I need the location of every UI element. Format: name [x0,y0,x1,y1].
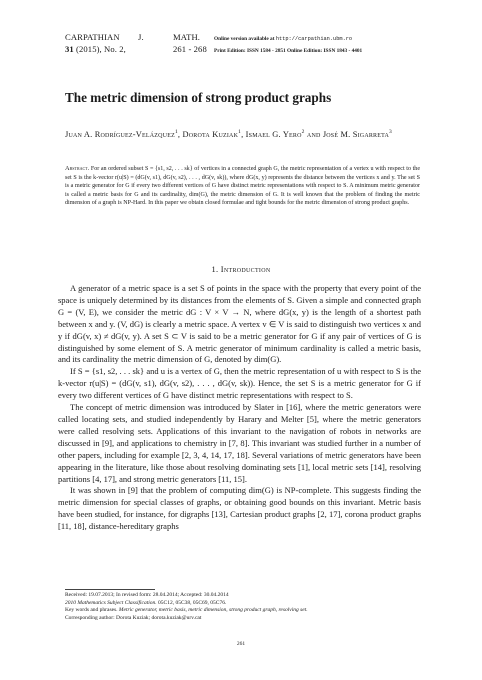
volume: 31 [65,44,74,54]
author-list: Juan A. Rodríguez-Velázquez$^1$, Dorota Kuziak$^1$, Ismael G. Yero$^2$ and José M. Sigarreta$^3$ [65,129,392,139]
online-url[interactable]: http://carpathian.ubm.ro [275,36,353,42]
print-edition: Print Edition: ISSN 1584 - 2851 Online Edition: ISSN 1843 - 4401 [214,48,363,54]
received-dates: Received: 19.07.2013; In revised form: 28.04.2014; Accepted: 30.04.2014 [65,592,229,598]
author-3: Ismael G. Yero [245,129,302,139]
page-range: 261 - 268 [173,44,207,54]
corresponding-label: Corresponding author: [65,615,115,622]
author-3-affil: 2 [301,129,305,135]
journal-j: J. [138,32,144,42]
author-4: José M. Sigarreta [322,129,390,139]
author-2-affil: 1 [238,129,242,135]
abstract [65,165,420,208]
keywords: Metric generator, metric basis, metric dimension, strong product graph, resolving set. [118,607,308,614]
paper-title: The metric dimension of strong product graphs [65,90,332,105]
footnotes [65,592,425,623]
author-1-affil: 1 [174,129,178,135]
journal-header [65,31,233,55]
body-text [58,283,421,533]
corresponding-author[interactable]: Dorota Kuziak; dorota.kuziak@urv.cat [116,615,202,622]
author-1: Juan A. Rodríguez-Velázquez [65,129,175,139]
paragraph: The concept of metric dimension was introduced by Slater in [16], where the metric generators were called locating sets, and studied independently by Harary and Melter [5], where the metric generators were called resolving sets. Applications of this invariant to the navigation of robots in networks are discussed in [9], and applications to chemistry in [7, 8]. This invariant was studied further in a number of other papers, including for example [2, 3, 4, 14, 17, 18]. Several variations of metric generators have been appearing in the literature, like those about resolving dominating sets [1], local metric sets [14], resolving partitions [4, 17], and strong metric generators [11, 15]. [58,402,421,484]
paragraph: If S = {s1, s2, . . . sk} and u is a vertex of G, then the metric representation of u with respect to S is the k-vector r(u|S) = (dG(v, s1), dG(v, s2), . . . , dG(v, sk)). Hence, the set S is a metric generator for G if every two different vertices of G have distinct metric representations with respect to S. [58,366,421,401]
msc-label: 2010 Mathematics Subject Classification. [65,599,157,606]
page-number: 261 [236,641,246,647]
footnote-rule [65,589,155,590]
paragraph: It was shown in [9] that the problem of computing dim(G) is NP-complete. This suggests finding the metric dimension for special classes of graphs, or obtaining good bounds on this invariant. Metric basis have been studied, for instance, for digraphs [13], Cartesian product graphs [2, 17], corona product graphs [11, 18], distance-hereditary graphs [58,485,421,532]
online-label: Online version available at [214,36,275,42]
year-issue: (2015), No. 2, [76,44,126,54]
section-heading: 1. Introduction [211,265,271,274]
paragraph: A generator of a metric space is a set S of points in the space with the property that every point of the space is uniquely determined by its distances from the elements of S. Given a simple and connected graph G = (V, E), we consider the metric dG : V × V → N, where dG(x, y) is the length of a shortest path between x and y. (V, dG) is clearly a metric space. A vertex v ∈ V is said to distinguish two vertices x and y if dG(v, x) ≠ dG(v, y). A set S ⊂ V is said to be a metric generator for G if any pair of vertices of G is distinguished by some element of S. A metric generator of minimum cardinality is called a metric basis, and its cardinality the metric dimension of G, denoted by dim(G). [58,283,421,365]
abstract-label: Abstract. [65,165,90,172]
abstract-text: For an ordered subset S = {s1, s2, . . . sk} of vertices in a connected graph G, the metric representation of a vertex u with respect to the set S is the k-vector r(u|S) = (dG(v, s1), dG(v, s2), . . . , dG(v, sk)), where dG(x, y) represents the distance between the vertices x and y. The set S is a metric generator for G if every two different vertices of G have distinct metric representations with respect to S. A minimum metric generator is called a metric basis for G and its cardinality, dim(G), the metric dimension of G. It is well known that the problem of finding the metric dimension of a graph is NP-Hard. In this paper we obtain closed formulae and tight bounds for the metric dimension of strong product graphs. [65,166,421,207]
msc-codes: 05C12, 05C38, 05C69, 05C76. [158,599,227,606]
author-2: Dorota Kuziak [182,129,239,139]
author-4-affil: 3 [389,129,392,135]
journal-name: CARPATHIAN [65,32,120,42]
edition-info [214,33,362,57]
keywords-label: Key words and phrases. [65,607,118,614]
journal-math: MATH. [173,32,200,42]
